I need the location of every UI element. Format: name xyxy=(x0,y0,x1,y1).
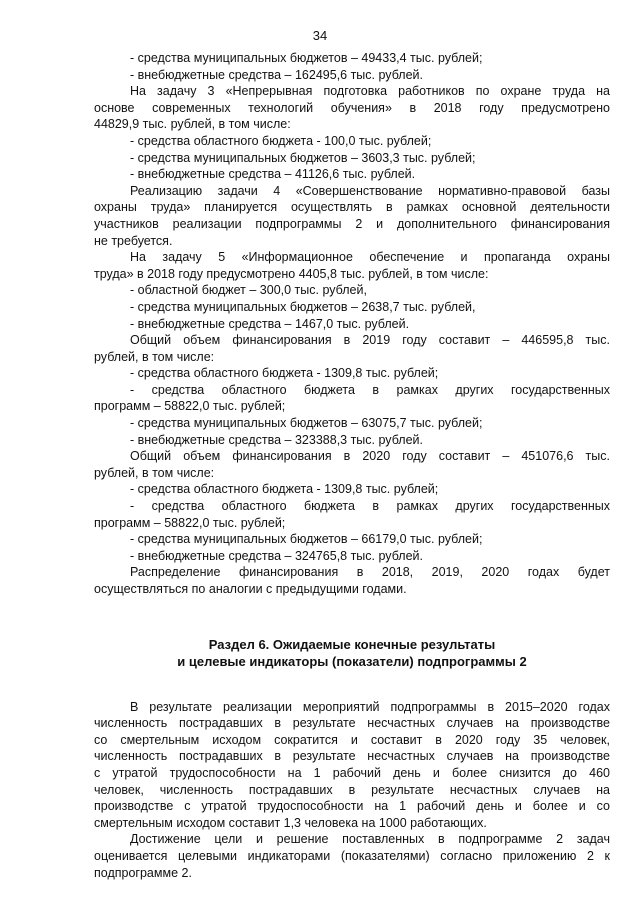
section-heading xyxy=(94,636,610,670)
paragraph xyxy=(94,699,610,832)
text-line: охраны труда» планируется осуществлять в рамках основной деятельности xyxy=(94,200,610,215)
text-line: - областной бюджет – 300,0 тыс. рублей, xyxy=(130,283,367,298)
section-heading-line-2: и целевые индикаторы (показатели) подпрограммы 2 xyxy=(177,653,527,669)
paragraph xyxy=(94,831,610,881)
text-line: 44829,9 тыс. рублей, в том числе: xyxy=(94,117,291,132)
text-line: со смертельным исходом сократится и составит в 2020 году 35 человек, xyxy=(94,732,610,747)
text-line: В результате реализации мероприятий подпрограммы в 2015–2020 годах xyxy=(130,699,610,714)
text-line: рублей, в том числе: xyxy=(94,349,215,364)
text-line: - средства муниципальных бюджетов – 66179,0 тыс. рублей; xyxy=(130,532,483,547)
funding-paragraphs xyxy=(94,50,610,598)
text-line: - внебюджетные средства – 1467,0 тыс. рублей. xyxy=(130,316,410,331)
text-line: производстве с утратой трудоспособности на 1 рабочий день и более и со xyxy=(94,799,610,814)
document-body xyxy=(94,50,610,881)
text-line: - средства областного бюджета в рамках других государственных xyxy=(130,499,610,514)
text-line: Общий объем финансирования в 2020 году составит – 451076,6 тыс. xyxy=(130,449,610,464)
text-line: Достижение цели и решение поставленных в подпрограмме 2 задач xyxy=(130,832,610,847)
text-line: - средства муниципальных бюджетов – 49433,4 тыс. рублей; xyxy=(130,51,483,65)
text-line: численность пострадавших в результате несчастных случаев на производстве xyxy=(94,749,610,764)
text-line: На задачу 3 «Непрерывная подготовка работников по охране труда на xyxy=(130,84,610,99)
text-line: - средства областного бюджета - 100,0 тыс. рублей; xyxy=(130,133,432,148)
paragraph xyxy=(94,448,610,564)
text-line: - внебюджетные средства – 162495,6 тыс. рублей. xyxy=(130,67,423,82)
text-line: численность пострадавших в результате несчастных случаев на производстве xyxy=(94,716,610,731)
paragraph xyxy=(94,50,610,83)
text-line: - внебюджетные средства – 41126,6 тыс. рублей. xyxy=(130,167,416,182)
text-line: программ – 58822,0 тыс. рублей; xyxy=(94,515,286,530)
text-line: - средства муниципальных бюджетов – 3603,3 тыс. рублей; xyxy=(130,150,476,165)
section-heading-line-1: Раздел 6. Ожидаемые конечные результаты xyxy=(208,636,496,652)
paragraph xyxy=(94,564,610,597)
text-line: - средства областного бюджета в рамках других государственных xyxy=(130,382,610,397)
text-line: осуществляться по аналогии с предыдущими годами. xyxy=(94,582,407,596)
text-line: подпрограмме 2. xyxy=(94,865,192,880)
paragraph xyxy=(94,249,610,332)
text-line: рублей, в том числе: xyxy=(94,465,215,480)
paragraph xyxy=(94,183,610,249)
text-line: труда» в 2018 году предусмотрено 4405,8 тыс. рублей, в том числе: xyxy=(94,266,489,281)
text-line: не требуется. xyxy=(94,233,173,248)
text-line: Общий объем финансирования в 2019 году составит – 446595,8 тыс. xyxy=(130,333,610,348)
page-number: 34 xyxy=(312,28,328,43)
text-line: Реализацию задачи 4 «Совершенствование нормативно-правовой базы xyxy=(130,183,610,198)
text-line: оценивается целевыми индикаторами (показателями) согласно приложению 2 к xyxy=(94,848,610,863)
text-line: На задачу 5 «Информационное обеспечение и пропаганда охраны xyxy=(130,250,610,265)
text-line: Распределение финансирования в 2018, 2019, 2020 годах будет xyxy=(130,565,610,580)
text-line: программ – 58822,0 тыс. рублей; xyxy=(94,399,286,414)
text-line: человек, численность пострадавших в результате несчастных случаев на xyxy=(94,782,610,797)
text-line: с утратой трудоспособности на 1 рабочий день и более снизится до 460 xyxy=(94,765,610,780)
text-line: - внебюджетные средства – 323388,3 тыс. рублей. xyxy=(130,432,423,447)
paragraph xyxy=(94,332,610,448)
paragraph xyxy=(94,83,610,183)
text-line: - средства областного бюджета - 1309,8 тыс. рублей; xyxy=(130,482,439,497)
text-line: - средства муниципальных бюджетов – 2638,7 тыс. рублей, xyxy=(130,299,476,314)
text-line: - внебюджетные средства – 324765,8 тыс. рублей. xyxy=(130,548,423,563)
text-line: смертельным исходом составит 1,3 человека на 1000 работающих. xyxy=(94,815,487,830)
text-line: участников реализации подпрограммы 2 и дополнительного финансирования xyxy=(94,216,610,231)
text-line: - средства муниципальных бюджетов – 63075,7 тыс. рублей; xyxy=(130,416,483,431)
text-line: - средства областного бюджета - 1309,8 тыс. рублей; xyxy=(130,366,439,381)
results-paragraphs xyxy=(94,699,610,882)
text-line: основе современных технологий обучения» в 2018 году предусмотрено xyxy=(94,100,610,115)
